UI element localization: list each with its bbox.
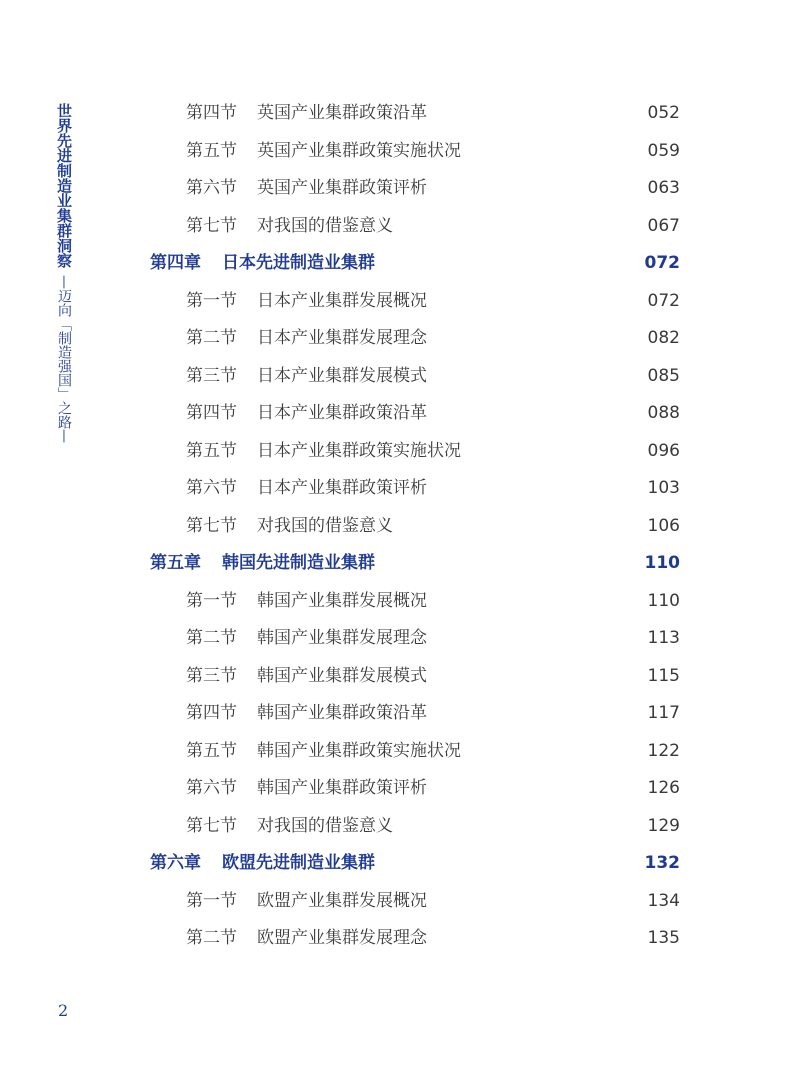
toc-entry-title: 日本产业集群政策评析	[257, 478, 427, 498]
toc-section-entry	[0, 170, 799, 208]
toc-entry-number: 第四章	[150, 253, 201, 273]
toc-entry-page: 115	[647, 665, 680, 686]
toc-entry-number: 第五节	[186, 140, 237, 161]
toc-section-entry	[0, 695, 799, 733]
toc-section-entry	[0, 770, 799, 808]
toc-entry-title: 英国产业集群政策评析	[257, 178, 427, 198]
toc-entry-title: 韩国产业集群政策评析	[257, 778, 427, 798]
toc-entry-title: 日本产业集群政策沿革	[257, 403, 427, 423]
toc-entry-page: 122	[647, 740, 680, 761]
toc-entry-number: 第三节	[186, 365, 237, 386]
toc-entry-title: 韩国先进制造业集群	[222, 553, 375, 573]
toc-section-entry	[0, 883, 799, 921]
toc-chapter-entry	[0, 545, 799, 583]
toc-entry-title: 日本先进制造业集群	[222, 253, 375, 273]
toc-entry-number: 第六章	[150, 853, 201, 873]
toc-entry-title: 韩国产业集群发展模式	[257, 665, 427, 686]
book-subtitle: —迈向「制造强国」之路—	[56, 275, 72, 443]
toc-entry-number: 第四节	[186, 703, 237, 723]
toc-entry-number: 第五章	[150, 553, 201, 573]
toc-entry-page: 085	[647, 365, 680, 386]
toc-entry-page: 135	[647, 928, 680, 948]
toc-section-entry	[0, 733, 799, 771]
toc-entry-page: 059	[647, 140, 680, 161]
toc-entry-number: 第二节	[186, 628, 237, 648]
toc-entry-number: 第六节	[186, 178, 237, 198]
toc-section-entry	[0, 283, 799, 321]
toc-entry-number: 第二节	[186, 328, 237, 348]
toc-section-entry	[0, 208, 799, 246]
toc-section-entry	[0, 433, 799, 471]
toc-entry-page: 126	[647, 778, 680, 798]
toc-entry-page: 082	[647, 328, 680, 348]
toc-entry-number: 第六节	[186, 478, 237, 498]
toc-entry-title: 日本产业集群政策实施状况	[257, 440, 461, 461]
toc-entry-number: 第七节	[186, 215, 237, 236]
toc-entry-title: 韩国产业集群政策实施状况	[257, 740, 461, 761]
toc-entry-number: 第五节	[186, 740, 237, 761]
toc-entry-page: 067	[647, 215, 680, 236]
toc-entry-page: 129	[647, 815, 680, 836]
toc-entry-number: 第二节	[186, 928, 237, 948]
toc-entry-page: 134	[647, 890, 680, 911]
toc-entry-page: 072	[647, 290, 680, 311]
toc-entry-title: 韩国产业集群政策沿革	[257, 703, 427, 723]
toc-entry-page: 132	[644, 853, 680, 873]
toc-entry-number: 第四节	[186, 403, 237, 423]
toc-entry-number: 第三节	[186, 665, 237, 686]
toc-section-entry	[0, 395, 799, 433]
toc-entry-page: 117	[647, 703, 680, 723]
toc-section-entry	[0, 95, 799, 133]
toc-entry-title: 英国产业集群政策沿革	[257, 103, 427, 123]
toc-entry-title: 英国产业集群政策实施状况	[257, 140, 461, 161]
toc-section-entry	[0, 470, 799, 508]
toc-section-entry	[0, 620, 799, 658]
toc-entry-page: 088	[647, 403, 680, 423]
toc-entry-title: 韩国产业集群发展理念	[257, 628, 427, 648]
toc-entry-title: 对我国的借鉴意义	[257, 815, 393, 836]
toc-entry-title: 韩国产业集群发展概况	[257, 590, 427, 611]
toc-entry-number: 第五节	[186, 440, 237, 461]
toc-chapter-entry	[0, 845, 799, 883]
toc-section-entry	[0, 508, 799, 546]
toc-entry-title: 欧盟产业集群发展理念	[257, 928, 427, 948]
toc-entry-number: 第一节	[186, 590, 237, 611]
toc-section-entry	[0, 920, 799, 958]
toc-entry-page: 052	[647, 103, 680, 123]
toc-section-entry	[0, 358, 799, 396]
toc-entry-title: 对我国的借鉴意义	[257, 515, 393, 536]
toc-entry-page: 106	[647, 515, 680, 536]
toc-entry-title: 日本产业集群发展理念	[257, 328, 427, 348]
toc-entry-page: 072	[644, 253, 680, 273]
toc-entry-title: 日本产业集群发展模式	[257, 365, 427, 386]
toc-entry-number: 第七节	[186, 515, 237, 536]
table-of-contents	[0, 95, 799, 958]
toc-entry-title: 日本产业集群发展概况	[257, 290, 427, 311]
toc-entry-page: 103	[647, 478, 680, 498]
toc-entry-title: 欧盟先进制造业集群	[222, 853, 375, 873]
toc-section-entry	[0, 320, 799, 358]
toc-chapter-entry	[0, 245, 799, 283]
toc-entry-number: 第一节	[186, 290, 237, 311]
toc-section-entry	[0, 583, 799, 621]
toc-entry-title: 欧盟产业集群发展概况	[257, 890, 427, 911]
toc-entry-page: 096	[647, 440, 680, 461]
toc-entry-title: 对我国的借鉴意义	[257, 215, 393, 236]
toc-entry-number: 第七节	[186, 815, 237, 836]
toc-section-entry	[0, 133, 799, 171]
toc-entry-page: 113	[647, 628, 680, 648]
toc-entry-number: 第一节	[186, 890, 237, 911]
toc-section-entry	[0, 658, 799, 696]
toc-entry-page: 063	[647, 178, 680, 198]
toc-entry-page: 110	[647, 590, 680, 611]
toc-entry-number: 第四节	[186, 103, 237, 123]
page-number: 2	[58, 1001, 69, 1020]
toc-entry-page: 110	[644, 553, 680, 573]
toc-section-entry	[0, 808, 799, 846]
book-title: 世界先进制造业集群洞察	[55, 103, 73, 268]
toc-entry-number: 第六节	[186, 778, 237, 798]
